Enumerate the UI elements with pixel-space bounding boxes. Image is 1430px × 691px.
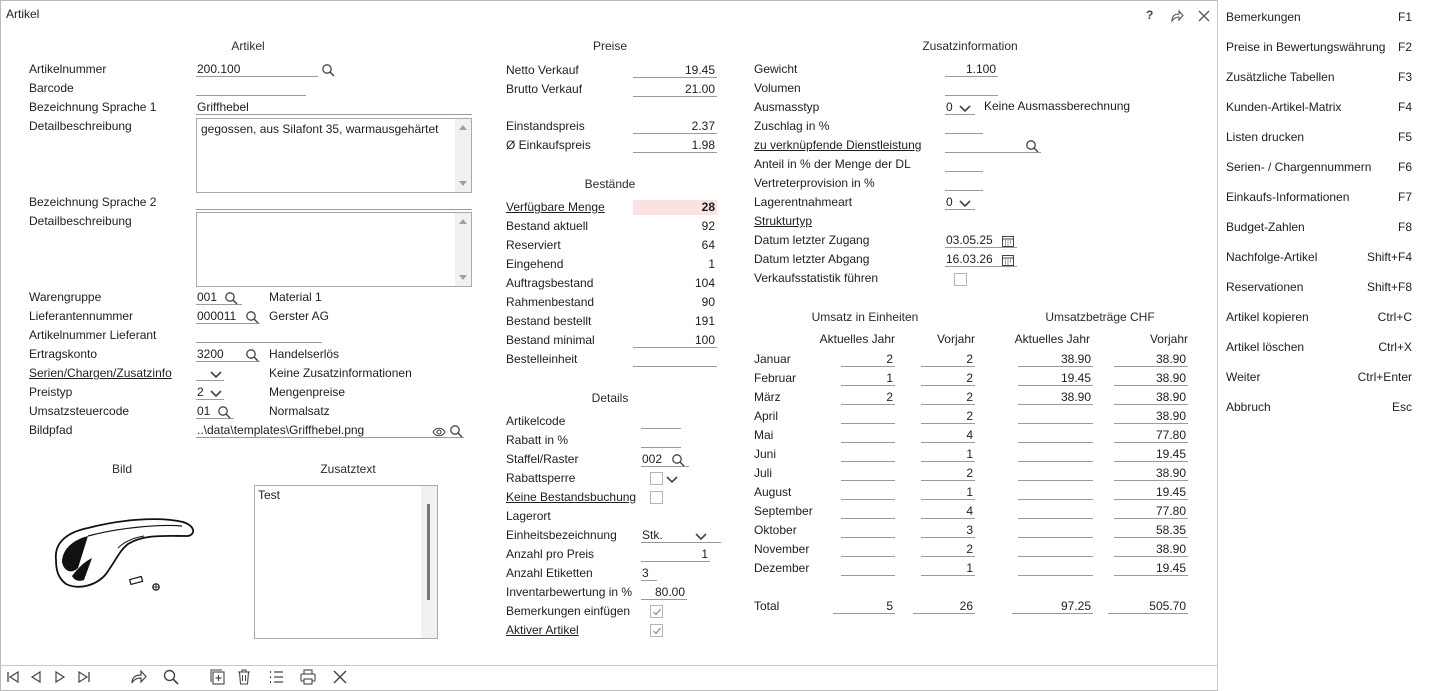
umsatz-cell-ba: 19.45	[1018, 371, 1093, 386]
umsatz-cell-ba	[1018, 447, 1093, 462]
anzahl-preis-input[interactable]: 1	[641, 547, 710, 562]
delete-icon[interactable]	[235, 668, 253, 686]
warengruppe-text: Material 1	[269, 290, 322, 304]
chevron-down-icon[interactable]	[694, 529, 708, 543]
verkaufsstatistik-label: Verkaufsstatistik führen	[754, 271, 879, 285]
sidebar-item-label: Artikel löschen	[1226, 340, 1305, 354]
total-betraege-vj: 505.70	[1108, 599, 1188, 614]
einkauf-input[interactable]: 1.98	[633, 138, 717, 153]
umsatz-cell-ev: 4	[921, 428, 975, 443]
sidebar-item[interactable]	[1226, 310, 1412, 326]
bestellt-label: Bestand bestellt	[506, 314, 592, 328]
abgang-label: Datum letzter Abgang	[754, 252, 870, 266]
umsatz-cell-ba	[1018, 409, 1093, 424]
sidebar-item-shortcut: Ctrl+Enter	[1357, 370, 1412, 384]
umsatz-cell-ba	[1018, 504, 1093, 519]
sidebar-item-label: Nachfolge-Artikel	[1226, 250, 1318, 264]
artikelcode-label: Artikelcode	[506, 414, 566, 428]
umsatz-cell-ea	[841, 504, 895, 519]
anteil-input[interactable]	[945, 157, 983, 172]
bestand-aktuell-label: Bestand aktuell	[506, 219, 589, 233]
artnr-lieferant-input[interactable]	[196, 328, 322, 343]
col-betraege-vj: Vorjahr	[1149, 332, 1188, 346]
sidebar-item[interactable]	[1226, 190, 1412, 206]
umsatz-cell-bv: 77.80	[1114, 504, 1188, 519]
ausmasstyp-select[interactable]: 0	[945, 100, 975, 115]
einheit-select[interactable]: Stk.	[641, 528, 721, 543]
sidebar-item-shortcut: F1	[1397, 10, 1412, 24]
month-label: Oktober	[754, 523, 797, 537]
month-label: Februar	[754, 371, 797, 385]
reserviert-value: 64	[701, 238, 715, 252]
zusatztext-textarea[interactable]	[254, 485, 438, 639]
rabattsperre-label: Rabattsperre	[506, 471, 576, 485]
umsatz-cell-bv: 77.80	[1114, 428, 1188, 443]
umsatz-cell-ea	[841, 409, 895, 424]
umsatz-cell-ba	[1018, 428, 1093, 443]
month-label: August	[754, 485, 792, 499]
verkaufsstatistik-checkbox[interactable]	[954, 273, 967, 286]
sidebar-item[interactable]	[1226, 280, 1412, 296]
anzahl-preis-label: Anzahl pro Preis	[506, 547, 595, 561]
keine-bestandsbuchung-checkbox[interactable]	[650, 491, 663, 504]
rabatt-input[interactable]	[641, 433, 681, 448]
sidebar-item-label: Abbruch	[1226, 400, 1271, 414]
umsatz-cell-ea	[841, 542, 895, 557]
minimal-label: Bestand minimal	[506, 333, 595, 347]
staffel-label: Staffel/Raster	[506, 452, 579, 466]
etiketten-label: Anzahl Etiketten	[506, 566, 593, 580]
barcode-input[interactable]	[196, 81, 306, 96]
search-icon[interactable]	[217, 405, 231, 419]
chevron-down-icon[interactable]	[958, 101, 972, 115]
sidebar-item-label: Budget-Zahlen	[1226, 220, 1305, 234]
detail1-label: Detailbeschreibung	[29, 119, 132, 133]
sidebar-item-shortcut: Ctrl+C	[1377, 310, 1412, 324]
umsatz-cell-bv: 19.45	[1114, 447, 1188, 462]
volumen-label: Volumen	[754, 81, 801, 95]
umsatz-cell-bv: 19.45	[1114, 485, 1188, 500]
barcode-label: Barcode	[29, 81, 74, 95]
month-label: Juni	[754, 447, 777, 461]
gewicht-input[interactable]: 1.100	[945, 62, 998, 77]
gewicht-label: Gewicht	[754, 62, 798, 76]
umsatz-cell-ev: 2	[921, 390, 975, 405]
umsatz-cell-ea: 2	[841, 390, 895, 405]
bild-header: Bild	[111, 462, 132, 476]
zuschlag-input[interactable]	[945, 119, 983, 134]
ausmasstyp-text: Keine Ausmassberechnung	[984, 99, 1131, 113]
einkauf-label: Ø Einkaufspreis	[506, 138, 591, 152]
sidebar-item[interactable]	[1226, 250, 1412, 266]
sidebar-item-label: Kunden-Artikel-Matrix	[1226, 100, 1342, 114]
sidebar-item[interactable]	[1226, 40, 1412, 56]
ust-label: Umsatzsteuercode	[29, 404, 130, 418]
detail2-textarea[interactable]	[196, 212, 472, 287]
bezeichnung2-input[interactable]	[196, 195, 472, 210]
lieferantennummer-label: Lieferantennummer	[29, 309, 134, 323]
umsatz-cell-ev: 1	[921, 447, 975, 462]
umsatz-cell-ba	[1018, 523, 1093, 538]
total-einheiten-aj: 5	[833, 599, 895, 614]
sidebar-item-shortcut: F6	[1397, 160, 1412, 174]
aktiver-artikel-checkbox[interactable]	[650, 624, 663, 637]
einstand-label: Einstandspreis	[506, 119, 585, 133]
bezeichnung1-input[interactable]: Griffhebel	[196, 100, 472, 115]
detail1-scrollbar[interactable]	[455, 119, 471, 192]
inventar-label: Inventarbewertung in %	[506, 585, 633, 599]
window-title: Artikel	[6, 7, 40, 21]
col-einheiten-vj: Vorjahr	[936, 332, 975, 346]
umsatz-cell-ea	[841, 447, 895, 462]
warengruppe-input[interactable]: 001	[196, 290, 242, 305]
umsatz-cell-ea: 1	[841, 371, 895, 386]
search-icon[interactable]	[671, 453, 685, 467]
serien-text: Keine Zusatzinformationen	[269, 366, 412, 380]
sidebar-item[interactable]	[1226, 340, 1412, 356]
sidebar-item[interactable]	[1226, 10, 1412, 26]
minimal-input[interactable]: 100	[633, 333, 717, 348]
sidebar-item-label: Preise in Bewertungswährung	[1226, 40, 1386, 54]
bestelleinheit-input[interactable]	[633, 352, 717, 367]
total-label: Total	[754, 599, 780, 613]
einheit-label: Einheitsbezeichnung	[506, 528, 617, 542]
ertragskonto-input[interactable]: 3200	[196, 347, 260, 362]
month-label: Mai	[754, 428, 774, 442]
calendar-icon[interactable]	[1001, 234, 1015, 248]
warengruppe-label: Warengruppe	[29, 290, 102, 304]
bestelleinheit-label: Bestelleinheit	[506, 352, 578, 366]
umsatz-cell-bv: 38.90	[1114, 409, 1188, 424]
sidebar-item[interactable]	[1226, 160, 1412, 176]
sidebar-item-label: Zusätzliche Tabellen	[1226, 70, 1335, 84]
sidebar-item-label: Reservationen	[1226, 280, 1304, 294]
brutto-input[interactable]: 21.00	[633, 82, 717, 97]
chevron-down-icon[interactable]	[958, 196, 972, 210]
chevron-down-icon[interactable]	[665, 472, 679, 486]
lieferantennummer-input[interactable]: 000011	[196, 309, 260, 324]
preistyp-select[interactable]: 2	[196, 385, 224, 400]
forward-icon[interactable]	[130, 668, 148, 686]
einstand-input[interactable]: 2.37	[633, 119, 717, 134]
detail1-text: gegossen, aus Silafont 35, warmausgehärtet	[201, 122, 439, 136]
bestand-aktuell-value: 92	[701, 219, 715, 233]
month-label: April	[754, 409, 779, 423]
lagerentnahme-select[interactable]: 0	[945, 195, 975, 210]
previous-record-icon[interactable]	[27, 668, 45, 686]
umsatz-cell-ba: 38.90	[1018, 390, 1093, 405]
umsatz-cell-ev: 1	[921, 561, 975, 576]
aktiver-artikel-link[interactable]: Aktiver Artikel	[506, 623, 579, 637]
month-label: Januar	[754, 352, 791, 366]
sidebar-item-shortcut: Esc	[1391, 400, 1412, 414]
sidebar-item-shortcut: F5	[1397, 130, 1412, 144]
sidebar-item-label: Artikel kopieren	[1226, 310, 1309, 324]
sidebar-item-shortcut: F4	[1397, 100, 1412, 114]
month-label: September	[754, 504, 813, 518]
sidebar-item-shortcut: F2	[1397, 40, 1412, 54]
sidebar-item[interactable]	[1226, 130, 1412, 146]
ust-text: Normalsatz	[269, 404, 330, 418]
rabattsperre-checkbox[interactable]	[650, 472, 663, 485]
chevron-down-icon[interactable]	[209, 367, 223, 381]
detail2-scrollbar[interactable]	[455, 213, 471, 286]
search-icon[interactable]	[449, 424, 463, 438]
sidebar-item-shortcut: F8	[1397, 220, 1412, 234]
sidebar-item[interactable]	[1226, 220, 1412, 236]
strukturtyp-link[interactable]: Strukturtyp	[754, 214, 813, 228]
sidebar-item[interactable]	[1226, 100, 1412, 116]
umsatz-cell-ev: 2	[921, 352, 975, 367]
print-icon[interactable]	[299, 668, 317, 686]
calendar-icon[interactable]	[1001, 253, 1015, 267]
toolbar-separator	[0, 665, 1218, 666]
artikelcode-input[interactable]	[641, 414, 681, 429]
share-icon[interactable]	[1170, 9, 1184, 23]
bildpfad-label: Bildpfad	[29, 423, 73, 437]
umsatz-cell-ba	[1018, 561, 1093, 576]
month-label: Dezember	[754, 561, 810, 575]
sidebar-item-label: Serien- / Chargennummern	[1226, 160, 1372, 174]
brutto-label: Brutto Verkauf	[506, 82, 583, 96]
function-sidebar	[1217, 0, 1430, 691]
preise-header: Preise	[592, 39, 627, 53]
ust-input[interactable]: 01	[196, 404, 234, 419]
zugang-input[interactable]: 03.05.25	[945, 233, 1017, 248]
bestaende-header: Bestände	[584, 177, 636, 191]
lagerort-label: Lagerort	[506, 509, 551, 523]
sidebar-item[interactable]	[1226, 370, 1412, 386]
umsatz-cell-ea	[841, 428, 895, 443]
search-icon[interactable]	[162, 668, 180, 686]
netto-label: Netto Verkauf	[506, 63, 579, 77]
zugang-label: Datum letzter Zugang	[754, 233, 870, 247]
eingehend-value: 1	[708, 257, 715, 271]
dienstleistung-link[interactable]: zu verknüpfende Dienstleistung	[754, 138, 922, 152]
umsatzbetraege-header: Umsatzbeträge CHF	[1045, 310, 1155, 324]
bezeichnung2-label: Bezeichnung Sprache 2	[29, 195, 157, 209]
umsatz-cell-ev: 1	[921, 485, 975, 500]
keine-bestandsbuchung-link[interactable]: Keine Bestandsbuchung	[506, 490, 637, 504]
provision-input[interactable]	[945, 176, 983, 191]
auftrag-value: 104	[694, 276, 715, 290]
close-icon[interactable]	[1197, 9, 1211, 23]
bestellt-value: 191	[694, 314, 715, 328]
month-label: November	[754, 542, 810, 556]
umsatz-cell-ba	[1018, 542, 1093, 557]
rahmen-label: Rahmenbestand	[506, 295, 595, 309]
search-icon[interactable]	[321, 63, 335, 77]
total-einheiten-vj: 26	[913, 599, 975, 614]
chevron-down-icon[interactable]	[209, 386, 223, 400]
search-icon[interactable]	[245, 348, 259, 362]
search-icon[interactable]	[1025, 139, 1039, 153]
umsatz-einheiten-header: Umsatz in Einheiten	[811, 310, 919, 324]
zusatztext-scrollbar[interactable]	[421, 486, 437, 638]
umsatz-cell-ev: 2	[921, 409, 975, 424]
umsatz-cell-bv: 19.45	[1114, 561, 1188, 576]
sidebar-item-label: Weiter	[1226, 370, 1261, 384]
sidebar-item-label: Listen drucken	[1226, 130, 1305, 144]
provision-label: Vertreterprovision in %	[754, 176, 875, 190]
zusatz-header: Zusatzinformation	[922, 39, 1018, 53]
artikelnummer-label: Artikelnummer	[29, 62, 107, 76]
search-icon[interactable]	[224, 291, 238, 305]
bezeichnung1-label: Bezeichnung Sprache 1	[29, 100, 157, 114]
new-record-icon[interactable]	[209, 668, 227, 686]
auftrag-label: Auftragsbestand	[506, 276, 594, 290]
preistyp-label: Preistyp	[29, 385, 73, 399]
volumen-input[interactable]	[945, 81, 998, 96]
month-label: Juli	[754, 466, 773, 480]
zusatztext-header: Zusatztext	[320, 462, 376, 476]
search-icon[interactable]	[245, 310, 259, 324]
umsatz-cell-ev: 3	[921, 523, 975, 538]
details-header: Details	[591, 391, 629, 405]
artnr-lieferant-label: Artikelnummer Lieferant	[29, 328, 157, 342]
sidebar-item-shortcut: Ctrl+X	[1378, 340, 1412, 354]
umsatz-cell-ea	[841, 523, 895, 538]
sidebar-item-label: Einkaufs-Informationen	[1226, 190, 1350, 204]
umsatz-cell-ev: 2	[921, 542, 975, 557]
bemerkungen-label: Bemerkungen einfügen	[506, 604, 631, 618]
umsatz-cell-ba	[1018, 485, 1093, 500]
umsatz-cell-bv: 38.90	[1114, 466, 1188, 481]
zusatztext-text: Test	[258, 488, 281, 502]
detail2-label: Detailbeschreibung	[29, 214, 132, 228]
total-betraege-aj: 97.25	[1012, 599, 1093, 614]
preistyp-text: Mengenpreise	[269, 385, 346, 399]
umsatz-cell-ea	[841, 485, 895, 500]
list-icon[interactable]	[267, 668, 285, 686]
rahmen-value: 90	[701, 295, 715, 309]
product-image	[48, 512, 198, 597]
sidebar-item-shortcut: F3	[1397, 70, 1412, 84]
detail1-textarea[interactable]	[196, 118, 472, 193]
staffel-input[interactable]: 002	[641, 452, 689, 467]
rabatt-label: Rabatt in %	[506, 433, 569, 447]
artikel-header: Artikel	[231, 39, 265, 53]
sidebar-item-shortcut: Shift+F8	[1366, 280, 1412, 294]
serien-link[interactable]: Serien/Chargen/Zusatzinfo	[29, 366, 172, 380]
reserviert-label: Reserviert	[506, 238, 561, 252]
eye-icon[interactable]	[432, 425, 446, 439]
artikelnummer-input[interactable]: 200.100	[196, 62, 318, 77]
umsatz-cell-bv: 58.35	[1114, 523, 1188, 538]
umsatz-cell-ba	[1018, 466, 1093, 481]
etiketten-input[interactable]: 3	[641, 566, 657, 581]
umsatz-cell-ev: 2	[921, 466, 975, 481]
help-icon[interactable]: ?	[1146, 8, 1154, 22]
verfuegbar-link[interactable]: Verfügbare Menge	[506, 200, 605, 214]
cancel-icon[interactable]	[331, 668, 349, 686]
sidebar-item-label: Bemerkungen	[1226, 10, 1301, 24]
umsatz-cell-bv: 38.90	[1114, 390, 1188, 405]
sidebar-item-shortcut: Shift+F4	[1366, 250, 1412, 264]
umsatz-cell-bv: 38.90	[1114, 352, 1188, 367]
umsatz-cell-ea: 2	[841, 352, 895, 367]
first-record-icon[interactable]	[4, 668, 22, 686]
ausmasstyp-label: Ausmasstyp	[754, 100, 820, 114]
umsatz-cell-ev: 2	[921, 371, 975, 386]
last-record-icon[interactable]	[75, 668, 93, 686]
umsatz-cell-ba: 38.90	[1018, 352, 1093, 367]
umsatz-cell-ev: 4	[921, 504, 975, 519]
inventar-input[interactable]: 80.00	[641, 585, 687, 600]
bildpfad-input[interactable]: ..\data\templates\Griffhebel.png	[196, 423, 464, 438]
lagerentnahme-label: Lagerentnahmeart	[754, 195, 853, 209]
netto-input[interactable]: 19.45	[633, 63, 717, 78]
eingehend-label: Eingehend	[506, 257, 564, 271]
umsatz-cell-bv: 38.90	[1114, 371, 1188, 386]
umsatz-cell-ea	[841, 561, 895, 576]
col-einheiten-aj: Aktuelles Jahr	[819, 332, 895, 346]
ertragskonto-label: Ertragskonto	[29, 347, 98, 361]
month-label: März	[754, 390, 781, 404]
ertragskonto-text: Handelserlös	[269, 347, 340, 361]
verfuegbar-value: 28	[633, 200, 717, 215]
col-betraege-aj: Aktuelles Jahr	[1014, 332, 1090, 346]
next-record-icon[interactable]	[51, 668, 69, 686]
bemerkungen-checkbox[interactable]	[650, 605, 663, 618]
anteil-label: Anteil in % der Menge der DL	[754, 157, 911, 171]
sidebar-item-shortcut: F7	[1397, 190, 1412, 204]
abgang-input[interactable]: 16.03.26	[945, 252, 1017, 267]
umsatz-cell-bv: 38.90	[1114, 542, 1188, 557]
zuschlag-label: Zuschlag in %	[754, 119, 830, 133]
sidebar-item[interactable]	[1226, 70, 1412, 86]
umsatz-cell-ea	[841, 466, 895, 481]
sidebar-item[interactable]	[1226, 400, 1412, 416]
lieferant-text: Gerster AG	[269, 309, 330, 323]
